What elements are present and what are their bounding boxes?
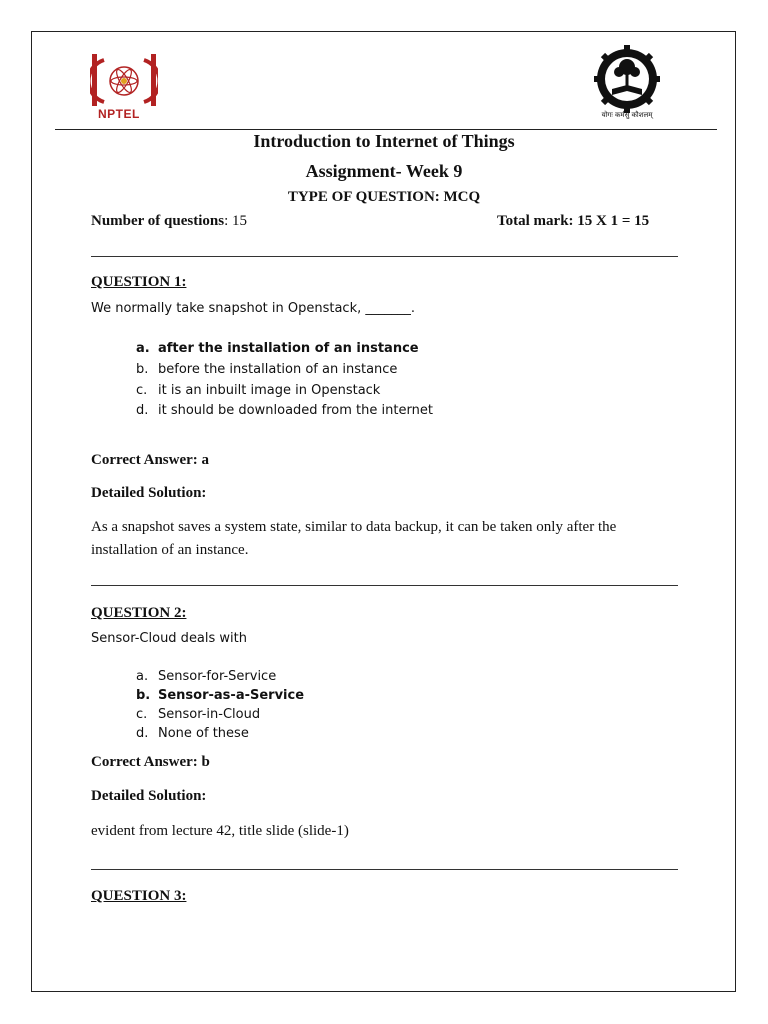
solution-label: Detailed Solution: (91, 788, 207, 804)
option-text: it should be downloaded from the internet (158, 403, 433, 418)
question-text: Sensor-Cloud deals with (91, 631, 247, 646)
option-item (136, 669, 276, 684)
option-item (136, 726, 249, 741)
solution-label: Detailed Solution: (91, 485, 207, 501)
option-text: it is an inbuilt image in Openstack (158, 383, 381, 398)
question-type: TYPE OF QUESTION: MCQ (287, 189, 481, 205)
option-text: Sensor-as-a-Service (158, 688, 305, 703)
option-letter: c. (136, 707, 148, 722)
option-text: after the installation of an instance (158, 341, 419, 356)
question-heading: QUESTION 2: (91, 605, 187, 621)
num-questions-value: : 15 (224, 213, 247, 229)
option-letter: a. (136, 341, 150, 356)
iit-logo-motto: योगः कर्मसु कौशलम् (601, 111, 653, 119)
iit-logo (594, 45, 660, 123)
total-marks: Total mark: 15 X 1 = 15 (497, 213, 650, 229)
divider (91, 585, 678, 586)
option-item (136, 403, 433, 418)
divider (91, 869, 678, 870)
option-text: None of these (158, 726, 249, 741)
solution-text: As a snapshot saves a system state, similar to data backup, it can be taken only after the installation of an instance. (91, 519, 617, 558)
option-letter: d. (136, 403, 149, 418)
correct-answer: Correct Answer: b (91, 754, 210, 770)
option-item (136, 362, 397, 377)
num-questions (91, 213, 247, 230)
option-letter: d. (136, 726, 149, 741)
option-item (136, 383, 380, 398)
num-questions-label: Number of questions (91, 213, 225, 229)
option-letter: b. (136, 362, 149, 377)
header-rule (55, 129, 717, 130)
option-text: before the installation of an instance (158, 362, 398, 377)
question-text: We normally take snapshot in Openstack, _______. (91, 301, 416, 316)
assignment-title: Assignment- Week 9 (305, 161, 463, 181)
nptel-logo-text: NPTEL (98, 107, 140, 121)
option-letter: b. (136, 688, 151, 703)
option-item (136, 688, 304, 703)
option-letter: a. (136, 669, 149, 684)
option-item (136, 707, 260, 722)
option-text: Sensor-for-Service (158, 669, 277, 684)
divider (91, 256, 678, 257)
option-letter: c. (136, 383, 148, 398)
solution-text: evident from lecture 42, title slide (slide-1) (91, 823, 349, 839)
question-heading: QUESTION 3: (91, 888, 187, 904)
nptel-logo (90, 52, 158, 122)
question-heading: QUESTION 1: (91, 274, 187, 290)
option-item (136, 341, 419, 356)
course-title: Introduction to Internet of Things (253, 131, 515, 151)
correct-answer: Correct Answer: a (91, 452, 210, 468)
option-text: Sensor-in-Cloud (158, 707, 261, 722)
